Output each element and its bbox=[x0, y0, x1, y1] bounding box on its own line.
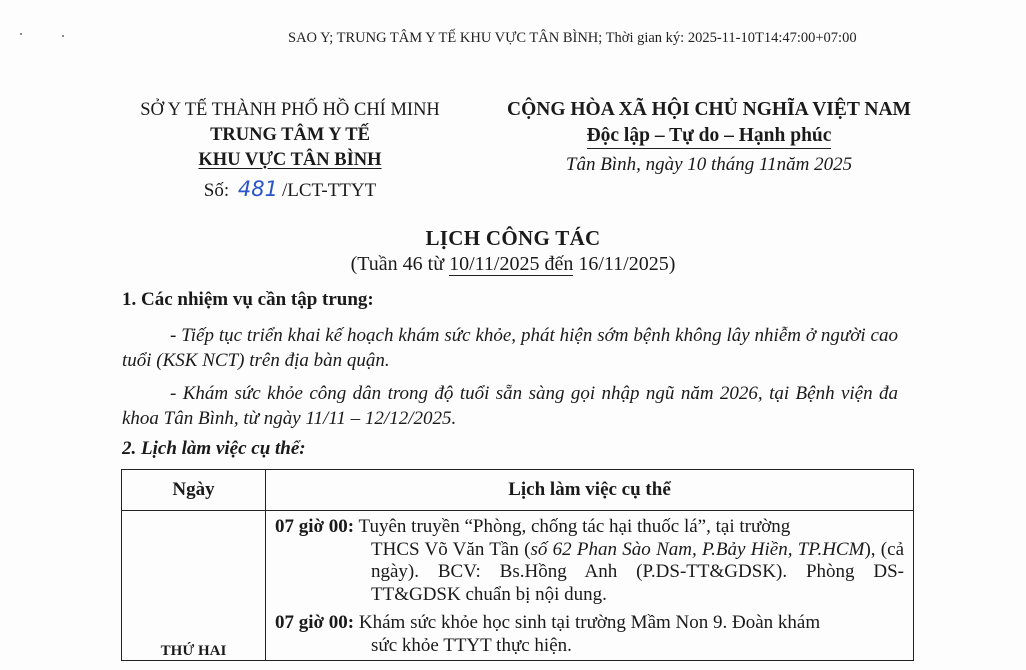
number-label: Số: bbox=[203, 180, 230, 201]
task-item-text: - Khám sức khỏe công dân trong độ tuổi sẵn sàng gọi nhập ngũ năm 2026, tại Bệnh viện đa khoa Tân Bình, từ ngày 11/11 – 12/12/2025. bbox=[122, 383, 898, 429]
national-header bbox=[486, 97, 932, 178]
document-number bbox=[110, 177, 470, 203]
place-date: Tân Bình, ngày 10 tháng 11năm 2025 bbox=[565, 154, 853, 175]
table-header-row bbox=[122, 470, 914, 511]
schedule-entry bbox=[267, 512, 912, 608]
issuer-unit-line2: KHU VỰC TÂN BÌNH bbox=[198, 150, 382, 170]
entry-text: THCS Võ Văn Tần ( bbox=[371, 538, 531, 560]
entry-text: sức khỏe TTYT thực hiện. bbox=[371, 634, 572, 656]
subtitle-suffix: 16/11/2025) bbox=[573, 253, 676, 275]
issuer-agency: SỞ Y TẾ THÀNH PHỐ HỒ CHÍ MINH bbox=[140, 100, 440, 120]
issuer-unit-line1: TRUNG TÂM Y TẾ bbox=[210, 125, 370, 145]
task-item bbox=[122, 323, 898, 373]
scan-speck bbox=[20, 33, 22, 35]
entry-text: ), (cả ngày). BCV: Bs.Hồng Anh (P.DS-TT&GDSK). Phòng DS-TT&GDSK chuẩn bị nội dung. bbox=[371, 538, 904, 605]
subtitle-range: 10/11/2025 đến bbox=[449, 253, 574, 275]
schedule-table bbox=[121, 469, 914, 661]
document-title: LỊCH CÔNG TÁC bbox=[425, 226, 601, 250]
document-subtitle bbox=[0, 253, 1026, 276]
entry-text: Tuyên truyền “Phòng, chống tác hại thuốc lá”, tại trường bbox=[354, 516, 791, 537]
task-item-text: - Tiếp tục triển khai kế hoạch khám sức khỏe, phát hiện sớm bệnh không lây nhiễm ở người cao tuổi (KSK NCT) trên địa bàn quận. bbox=[122, 325, 898, 371]
table-row bbox=[122, 511, 914, 661]
day-cell bbox=[122, 511, 266, 661]
day-label: THỨ HAI bbox=[160, 643, 227, 659]
subtitle-prefix: (Tuần 46 từ bbox=[350, 253, 450, 275]
schedule-entry bbox=[267, 608, 912, 659]
section1-heading: 1. Các nhiệm vụ cần tập trung: bbox=[122, 289, 374, 310]
digital-signature-stamp: SAO Y; TRUNG TÂM Y TẾ KHU VỰC TÂN BÌNH; Thời gian ký: 2025-11-10T14:47:00+07:00 bbox=[288, 30, 857, 46]
entry-time: 07 giờ 00: bbox=[275, 516, 355, 537]
entry-address: số 62 Phan Sào Nam, P.Bảy Hiền, TP.HCM bbox=[530, 538, 865, 560]
issuer-header bbox=[110, 98, 470, 203]
scan-speck bbox=[62, 35, 64, 37]
handwritten-number: 481 bbox=[237, 177, 278, 201]
task-item bbox=[122, 381, 898, 431]
section2-heading: 2. Lịch làm việc cụ thể: bbox=[122, 438, 306, 459]
header-schedule: Lịch làm việc cụ thể bbox=[266, 470, 914, 511]
entry-text: Khám sức khỏe học sinh tại trường Mầm Non 9. Đoàn khám bbox=[354, 612, 821, 633]
number-suffix: /LCT-TTYT bbox=[281, 180, 377, 201]
header-day: Ngày bbox=[122, 470, 266, 511]
schedule-cell bbox=[266, 511, 914, 661]
national-motto: Độc lập – Tự do – Hạnh phúc bbox=[587, 125, 832, 149]
national-title: CỘNG HÒA XÃ HỘI CHỦ NGHĨA VIỆT NAM bbox=[507, 99, 911, 120]
entry-time: 07 giờ 00: bbox=[275, 612, 355, 633]
